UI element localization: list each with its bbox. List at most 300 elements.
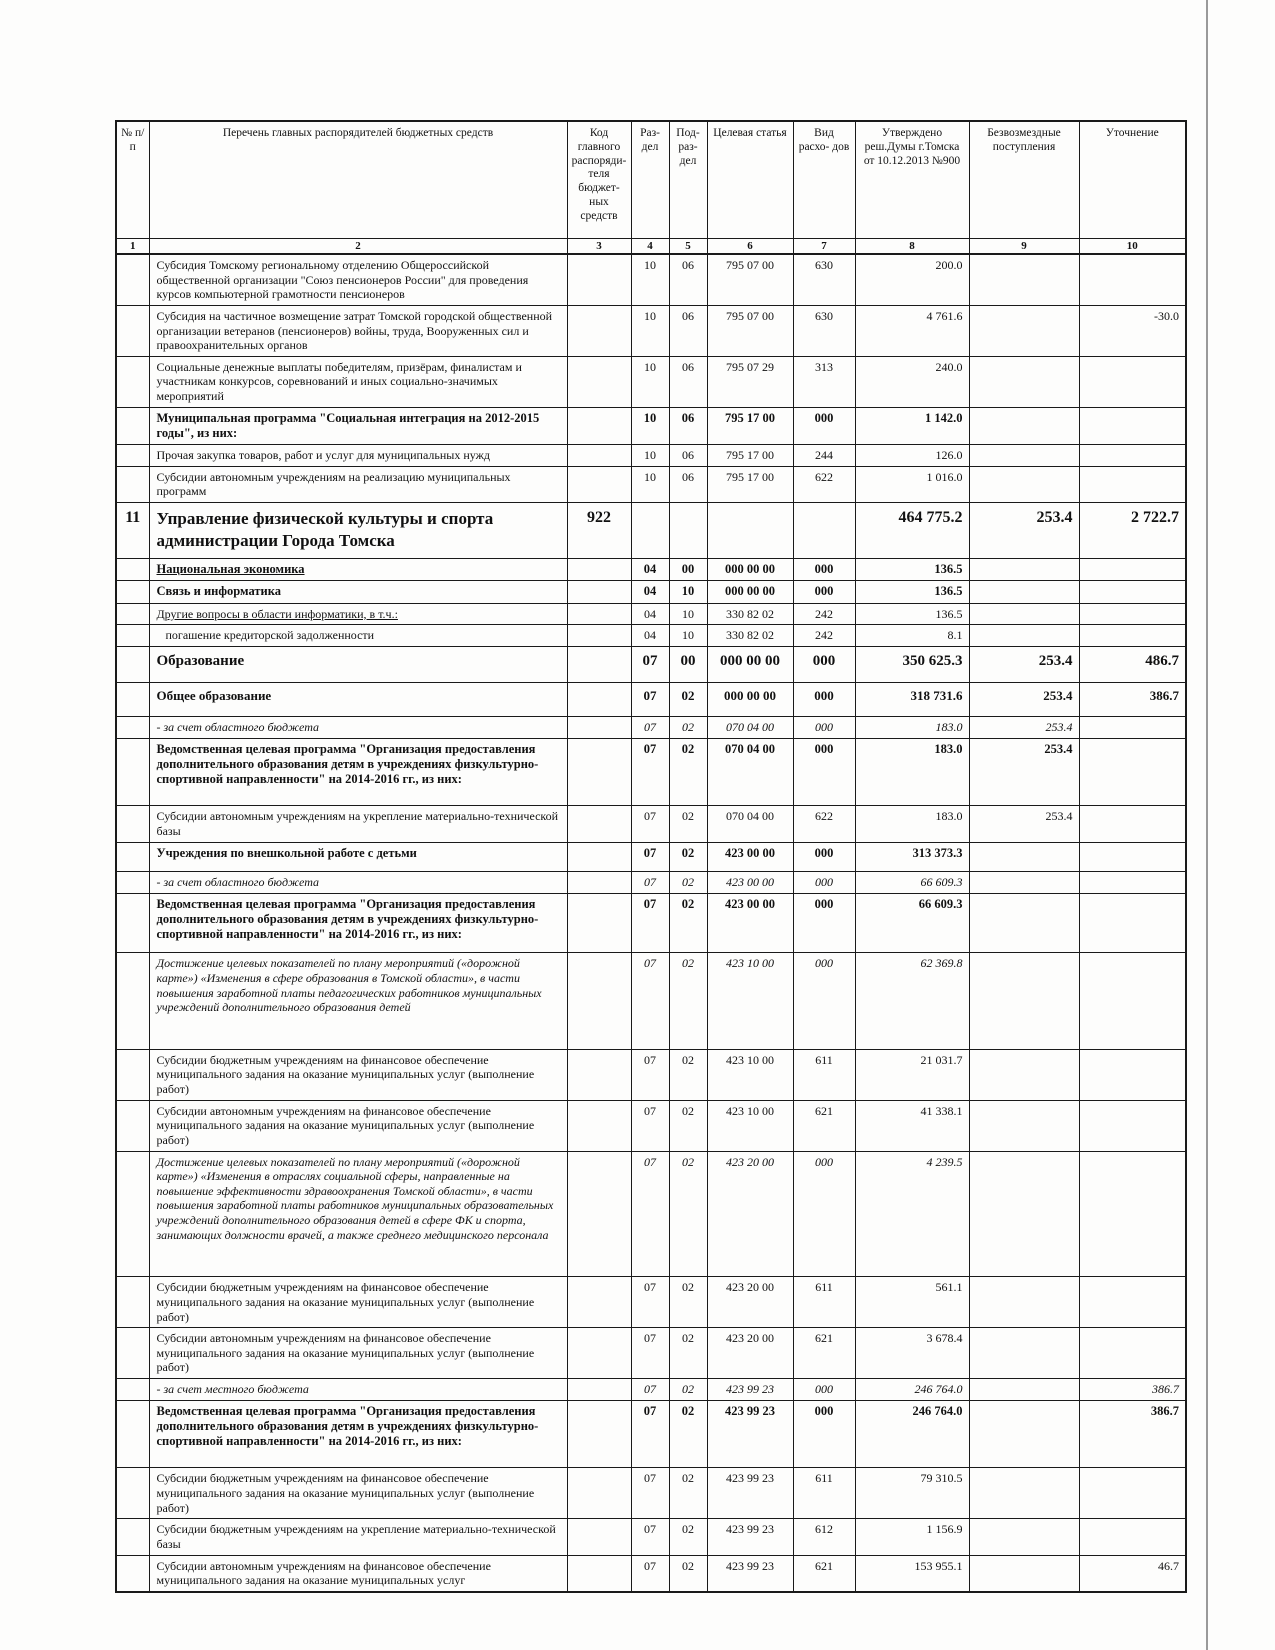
target-article-cell: 423 20 00 (707, 1277, 793, 1328)
row-name-cell: Субсидии автономным учреждениям на финансовое обеспечение муниципального задания на оказание муниципальных услуг (149, 1555, 567, 1592)
target-article-cell: 795 17 00 (707, 407, 793, 445)
approved-amount-cell: 1 142.0 (855, 407, 969, 445)
target-article-cell: 070 04 00 (707, 738, 793, 806)
code-cell (567, 1049, 631, 1100)
expense-type-cell: 000 (793, 717, 855, 739)
target-article-cell: 423 20 00 (707, 1151, 793, 1277)
approved-amount-cell: 21 031.7 (855, 1049, 969, 1100)
table-row (116, 1519, 1186, 1555)
razdel-cell: 07 (631, 717, 669, 739)
approved-amount-cell: 8.1 (855, 625, 969, 647)
podrazdel-cell: 02 (669, 1100, 707, 1151)
target-article-cell: 423 99 23 (707, 1555, 793, 1592)
row-name-cell: Социальные денежные выплаты победителям, призёрам, финалистам и участникам конкурсов, соревнований и иных социально-значимых мероприятий (149, 356, 567, 407)
row-number-cell (116, 717, 149, 739)
razdel-cell: 10 (631, 254, 669, 305)
table-row (116, 683, 1186, 717)
column-number: 1 (116, 239, 149, 255)
row-number-cell (116, 1555, 149, 1592)
adjustment-amount-cell: 46.7 (1079, 1555, 1186, 1592)
expense-type-cell: 630 (793, 305, 855, 356)
code-cell: 922 (567, 503, 631, 559)
row-name-cell: Ведомственная целевая программа "Организация предоставления дополнительного образования детям в учреждениях физкультурно-спортивной направленности" на 2014-2016 гг., из них: (149, 738, 567, 806)
adjustment-amount-cell (1079, 842, 1186, 871)
row-number-cell (116, 1519, 149, 1555)
row-number-cell (116, 625, 149, 647)
razdel-cell: 07 (631, 1555, 669, 1592)
expense-type-cell: 000 (793, 871, 855, 893)
adjustment-amount-cell: -30.0 (1079, 305, 1186, 356)
row-number-cell (116, 683, 149, 717)
podrazdel-cell: 00 (669, 559, 707, 581)
code-cell (567, 445, 631, 467)
row-name-cell: Образование (149, 646, 567, 682)
grants-amount-cell (969, 871, 1079, 893)
grants-amount-cell (969, 953, 1079, 1050)
col-header-grants: Безвозмездные поступления (969, 121, 1079, 239)
column-number: 3 (567, 239, 631, 255)
table-row (116, 1468, 1186, 1519)
adjustment-amount-cell (1079, 445, 1186, 467)
code-cell (567, 625, 631, 647)
razdel-cell: 07 (631, 953, 669, 1050)
column-number: 7 (793, 239, 855, 255)
table-row (116, 1555, 1186, 1592)
row-name-cell: Учреждения по внешкольной работе с детьми (149, 842, 567, 871)
code-cell (567, 1100, 631, 1151)
grants-amount-cell (969, 1379, 1079, 1401)
row-number-cell (116, 254, 149, 305)
row-name-cell: Муниципальная программа "Социальная интеграция на 2012-2015 годы", из них: (149, 407, 567, 445)
target-article-cell: 423 10 00 (707, 953, 793, 1050)
adjustment-amount-cell (1079, 1151, 1186, 1277)
target-article-cell: 795 07 00 (707, 254, 793, 305)
expense-type-cell: 630 (793, 254, 855, 305)
column-number: 9 (969, 239, 1079, 255)
approved-amount-cell: 183.0 (855, 738, 969, 806)
target-article-cell: 000 00 00 (707, 559, 793, 581)
approved-amount-cell: 183.0 (855, 806, 969, 842)
table-row (116, 1400, 1186, 1468)
adjustment-amount-cell (1079, 717, 1186, 739)
approved-amount-cell: 62 369.8 (855, 953, 969, 1050)
row-name-cell: Субсидии автономным учреждениям на финансовое обеспечение муниципального задания на оказание муниципальных услуг (выполнение работ) (149, 1328, 567, 1379)
target-article-cell: 795 17 00 (707, 445, 793, 467)
adjustment-amount-cell (1079, 581, 1186, 603)
row-number-cell (116, 356, 149, 407)
razdel-cell: 07 (631, 1100, 669, 1151)
target-article-cell: 000 00 00 (707, 683, 793, 717)
grants-amount-cell (969, 407, 1079, 445)
grants-amount-cell (969, 1468, 1079, 1519)
code-cell (567, 893, 631, 953)
adjustment-amount-cell (1079, 603, 1186, 625)
approved-amount-cell: 136.5 (855, 603, 969, 625)
row-name-cell: Субсидия Томскому региональному отделению Общероссийской общественной организации "Союз пенсионеров России" для проведения курсов компьютерной грамотности пенсионеров (149, 254, 567, 305)
code-cell (567, 1328, 631, 1379)
row-number-cell (116, 842, 149, 871)
approved-amount-cell: 1 156.9 (855, 1519, 969, 1555)
row-name-cell: Управление физической культуры и спорта администрации Города Томска (149, 503, 567, 559)
budget-table (115, 120, 1187, 1593)
row-name-cell: - за счет местного бюджета (149, 1379, 567, 1401)
adjustment-amount-cell: 386.7 (1079, 1379, 1186, 1401)
row-number-cell (116, 646, 149, 682)
expense-type-cell: 000 (793, 581, 855, 603)
expense-type-cell: 000 (793, 738, 855, 806)
razdel-cell: 10 (631, 305, 669, 356)
row-number-cell (116, 1379, 149, 1401)
expense-type-cell: 000 (793, 1151, 855, 1277)
target-article-cell: 423 00 00 (707, 871, 793, 893)
podrazdel-cell: 02 (669, 1277, 707, 1328)
code-cell (567, 581, 631, 603)
expense-type-cell: 621 (793, 1100, 855, 1151)
razdel-cell: 10 (631, 466, 669, 502)
row-number-cell: 11 (116, 503, 149, 559)
grants-amount-cell (969, 842, 1079, 871)
row-name-cell: Национальная экономика (149, 559, 567, 581)
podrazdel-cell: 02 (669, 871, 707, 893)
adjustment-amount-cell (1079, 1328, 1186, 1379)
code-cell (567, 953, 631, 1050)
target-article-cell: 795 17 00 (707, 466, 793, 502)
expense-type-cell: 000 (793, 1400, 855, 1468)
row-name-cell: Субсидии бюджетным учреждениям на финансовое обеспечение муниципального задания на оказание муниципальных услуг (выполнение работ) (149, 1468, 567, 1519)
adjustment-amount-cell (1079, 1468, 1186, 1519)
target-article-cell: 423 10 00 (707, 1100, 793, 1151)
table-row (116, 305, 1186, 356)
razdel-cell: 10 (631, 445, 669, 467)
table-row (116, 1100, 1186, 1151)
row-number-cell (116, 738, 149, 806)
razdel-cell: 07 (631, 1328, 669, 1379)
podrazdel-cell: 06 (669, 254, 707, 305)
grants-amount-cell (969, 466, 1079, 502)
code-cell (567, 738, 631, 806)
table-row (116, 445, 1186, 467)
target-article-cell (707, 503, 793, 559)
podrazdel-cell: 02 (669, 1555, 707, 1592)
expense-type-cell (793, 503, 855, 559)
col-header-target-article: Целевая статья (707, 121, 793, 239)
target-article-cell: 423 00 00 (707, 842, 793, 871)
expense-type-cell: 612 (793, 1519, 855, 1555)
row-name-cell: Субсидии автономным учреждениям на финансовое обеспечение муниципального задания на оказание муниципальных услуг (выполнение работ) (149, 1100, 567, 1151)
grants-amount-cell (969, 1400, 1079, 1468)
code-cell (567, 646, 631, 682)
col-header-num: № п/п (116, 121, 149, 239)
target-article-cell: 000 00 00 (707, 581, 793, 603)
code-cell (567, 806, 631, 842)
grants-amount-cell: 253.4 (969, 646, 1079, 682)
podrazdel-cell: 10 (669, 625, 707, 647)
table-row (116, 1379, 1186, 1401)
podrazdel-cell: 02 (669, 806, 707, 842)
razdel-cell: 04 (631, 559, 669, 581)
col-header-podrazdel: Под- раз- дел (669, 121, 707, 239)
row-name-cell: Субсидии автономным учреждениям на укрепление материально-технической базы (149, 806, 567, 842)
row-name-cell: - за счет областного бюджета (149, 717, 567, 739)
target-article-cell: 423 20 00 (707, 1328, 793, 1379)
table-row (116, 953, 1186, 1050)
razdel-cell: 07 (631, 1468, 669, 1519)
expense-type-cell: 000 (793, 407, 855, 445)
code-cell (567, 559, 631, 581)
table-row (116, 806, 1186, 842)
row-name-cell: Ведомственная целевая программа "Организация предоставления дополнительного образования детям в учреждениях физкультурно-спортивной направленности" на 2014-2016 гг., из них: (149, 1400, 567, 1468)
approved-amount-cell: 136.5 (855, 559, 969, 581)
razdel-cell: 07 (631, 1379, 669, 1401)
adjustment-amount-cell (1079, 407, 1186, 445)
grants-amount-cell: 253.4 (969, 503, 1079, 559)
col-header-name: Перечень главных распорядителей бюджетных средств (149, 121, 567, 239)
approved-amount-cell: 66 609.3 (855, 893, 969, 953)
podrazdel-cell: 02 (669, 1379, 707, 1401)
razdel-cell: 10 (631, 356, 669, 407)
approved-amount-cell: 126.0 (855, 445, 969, 467)
code-cell (567, 1277, 631, 1328)
table-row (116, 1049, 1186, 1100)
approved-amount-cell: 561.1 (855, 1277, 969, 1328)
expense-type-cell: 621 (793, 1555, 855, 1592)
approved-amount-cell: 313 373.3 (855, 842, 969, 871)
podrazdel-cell: 02 (669, 1468, 707, 1519)
razdel-cell: 07 (631, 806, 669, 842)
row-name-cell: Субсидии бюджетным учреждениям на финансовое обеспечение муниципального задания на оказание муниципальных услуг (выполнение работ) (149, 1049, 567, 1100)
expense-type-cell: 000 (793, 646, 855, 682)
approved-amount-cell: 3 678.4 (855, 1328, 969, 1379)
approved-amount-cell: 246 764.0 (855, 1400, 969, 1468)
podrazdel-cell: 06 (669, 356, 707, 407)
expense-type-cell: 000 (793, 842, 855, 871)
podrazdel-cell: 02 (669, 1151, 707, 1277)
code-cell (567, 356, 631, 407)
table-row (116, 1151, 1186, 1277)
podrazdel-cell: 02 (669, 953, 707, 1050)
row-name-cell: Другие вопросы в области информатики, в т.ч.: (149, 603, 567, 625)
podrazdel-cell: 06 (669, 466, 707, 502)
table-row (116, 625, 1186, 647)
code-cell (567, 1519, 631, 1555)
table-row (116, 1328, 1186, 1379)
razdel-cell: 07 (631, 1277, 669, 1328)
table-row (116, 466, 1186, 502)
podrazdel-cell: 10 (669, 603, 707, 625)
approved-amount-cell: 240.0 (855, 356, 969, 407)
grants-amount-cell (969, 1100, 1079, 1151)
row-name-cell: Достижение целевых показателей по плану мероприятий («дорожной карте») «Изменения в отраслях социальной сферы, направленные на повышение эффективности здравоохранения Томской области», в части повышения заработной платы работников муниципальных образовательных учреждений дополнительного образования детей в сфере ФК и спорта, занимающих должности врачей, а также среднего медицинского персонала (149, 1151, 567, 1277)
grants-amount-cell (969, 1277, 1079, 1328)
row-name-cell: погашение кредиторской задолженности (149, 625, 567, 647)
row-name-cell: Субсидия на частичное возмещение затрат Томской городской общественной организации ветеранов (пенсионеров) войны, труда, Вооруженных сил и правоохранительных органов (149, 305, 567, 356)
adjustment-amount-cell (1079, 871, 1186, 893)
target-article-cell: 330 82 02 (707, 625, 793, 647)
target-article-cell: 423 10 00 (707, 1049, 793, 1100)
approved-amount-cell: 79 310.5 (855, 1468, 969, 1519)
code-cell (567, 683, 631, 717)
razdel-cell: 04 (631, 625, 669, 647)
expense-type-cell: 622 (793, 466, 855, 502)
code-cell (567, 1379, 631, 1401)
grants-amount-cell (969, 581, 1079, 603)
row-number-cell (116, 1468, 149, 1519)
razdel-cell: 10 (631, 407, 669, 445)
approved-amount-cell: 350 625.3 (855, 646, 969, 682)
code-cell (567, 871, 631, 893)
adjustment-amount-cell (1079, 356, 1186, 407)
table-row (116, 893, 1186, 953)
adjustment-amount-cell (1079, 1277, 1186, 1328)
adjustment-amount-cell (1079, 254, 1186, 305)
table-row (116, 646, 1186, 682)
code-cell (567, 407, 631, 445)
adjustment-amount-cell (1079, 1049, 1186, 1100)
grants-amount-cell: 253.4 (969, 683, 1079, 717)
target-article-cell: 000 00 00 (707, 646, 793, 682)
podrazdel-cell: 00 (669, 646, 707, 682)
code-cell (567, 1555, 631, 1592)
column-number: 8 (855, 239, 969, 255)
column-number-row (116, 239, 1186, 255)
grants-amount-cell: 253.4 (969, 806, 1079, 842)
razdel-cell: 07 (631, 646, 669, 682)
row-number-cell (116, 1328, 149, 1379)
target-article-cell: 423 99 23 (707, 1379, 793, 1401)
row-number-cell (116, 953, 149, 1050)
table-row (116, 842, 1186, 871)
expense-type-cell: 611 (793, 1277, 855, 1328)
expense-type-cell: 621 (793, 1328, 855, 1379)
code-cell (567, 1468, 631, 1519)
target-article-cell: 423 99 23 (707, 1400, 793, 1468)
row-name-cell: Связь и информатика (149, 581, 567, 603)
code-cell (567, 603, 631, 625)
row-name-cell: Ведомственная целевая программа "Организация предоставления дополнительного образования детям в учреждениях физкультурно-спортивной направленности" на 2014-2016 гг., из них: (149, 893, 567, 953)
razdel-cell: 07 (631, 1151, 669, 1277)
approved-amount-cell: 246 764.0 (855, 1379, 969, 1401)
row-name-cell: Субсидии бюджетным учреждениям на финансовое обеспечение муниципального задания на оказание муниципальных услуг (выполнение работ) (149, 1277, 567, 1328)
approved-amount-cell: 66 609.3 (855, 871, 969, 893)
row-number-cell (116, 1100, 149, 1151)
expense-type-cell: 244 (793, 445, 855, 467)
target-article-cell: 795 07 29 (707, 356, 793, 407)
expense-type-cell: 000 (793, 1379, 855, 1401)
row-name-cell: Субсидии бюджетным учреждениям на укрепление материально-технической базы (149, 1519, 567, 1555)
adjustment-amount-cell: 386.7 (1079, 1400, 1186, 1468)
adjustment-amount-cell (1079, 1519, 1186, 1555)
approved-amount-cell: 153 955.1 (855, 1555, 969, 1592)
razdel-cell: 07 (631, 738, 669, 806)
grants-amount-cell: 253.4 (969, 717, 1079, 739)
row-name-cell: Достижение целевых показателей по плану мероприятий («дорожной карте») «Изменения в сфере образования в Томской области», в части повышения заработной платы педагогических работников муниципальных учреждений дополнительного образования детей (149, 953, 567, 1050)
row-number-cell (116, 1277, 149, 1328)
razdel-cell: 07 (631, 1400, 669, 1468)
razdel-cell: 07 (631, 1519, 669, 1555)
adjustment-amount-cell (1079, 466, 1186, 502)
expense-type-cell: 313 (793, 356, 855, 407)
row-number-cell (116, 581, 149, 603)
approved-amount-cell: 318 731.6 (855, 683, 969, 717)
podrazdel-cell: 02 (669, 893, 707, 953)
podrazdel-cell: 02 (669, 1519, 707, 1555)
col-header-code: Код главного распоряди- теля бюджет- ных средств (567, 121, 631, 239)
table-row (116, 503, 1186, 559)
approved-amount-cell: 41 338.1 (855, 1100, 969, 1151)
razdel-cell: 04 (631, 581, 669, 603)
row-name-cell: - за счет областного бюджета (149, 871, 567, 893)
approved-amount-cell: 464 775.2 (855, 503, 969, 559)
expense-type-cell: 242 (793, 625, 855, 647)
target-article-cell: 795 07 00 (707, 305, 793, 356)
grants-amount-cell (969, 356, 1079, 407)
podrazdel-cell: 02 (669, 1328, 707, 1379)
approved-amount-cell: 136.5 (855, 581, 969, 603)
razdel-cell: 07 (631, 871, 669, 893)
grants-amount-cell (969, 603, 1079, 625)
podrazdel-cell: 10 (669, 581, 707, 603)
row-number-cell (116, 466, 149, 502)
table-row (116, 254, 1186, 305)
grants-amount-cell: 253.4 (969, 738, 1079, 806)
header-row (116, 121, 1186, 239)
grants-amount-cell (969, 445, 1079, 467)
target-article-cell: 330 82 02 (707, 603, 793, 625)
row-number-cell (116, 445, 149, 467)
row-name-cell: Субсидии автономным учреждениям на реализацию муниципальных программ (149, 466, 567, 502)
grants-amount-cell (969, 1328, 1079, 1379)
row-number-cell (116, 1151, 149, 1277)
adjustment-amount-cell (1079, 1100, 1186, 1151)
row-number-cell (116, 806, 149, 842)
adjustment-amount-cell: 386.7 (1079, 683, 1186, 717)
row-number-cell (116, 407, 149, 445)
target-article-cell: 423 99 23 (707, 1468, 793, 1519)
expense-type-cell: 000 (793, 893, 855, 953)
grants-amount-cell (969, 893, 1079, 953)
adjustment-amount-cell (1079, 738, 1186, 806)
table-row (116, 871, 1186, 893)
table-row (116, 738, 1186, 806)
grants-amount-cell (969, 305, 1079, 356)
table-header (116, 121, 1186, 254)
grants-amount-cell (969, 1049, 1079, 1100)
expense-type-cell: 000 (793, 559, 855, 581)
adjustment-amount-cell (1079, 806, 1186, 842)
row-name-cell: Общее образование (149, 683, 567, 717)
grants-amount-cell (969, 1519, 1079, 1555)
expense-type-cell: 000 (793, 953, 855, 1050)
code-cell (567, 305, 631, 356)
podrazdel-cell: 02 (669, 1049, 707, 1100)
target-article-cell: 070 04 00 (707, 717, 793, 739)
scan-page-edge-line (1206, 0, 1208, 1650)
grants-amount-cell (969, 1555, 1079, 1592)
podrazdel-cell: 02 (669, 738, 707, 806)
razdel-cell: 04 (631, 603, 669, 625)
col-header-approved: Утверждено реш.Думы г.Томска от 10.12.2013 №900 (855, 121, 969, 239)
podrazdel-cell: 02 (669, 717, 707, 739)
podrazdel-cell: 06 (669, 305, 707, 356)
code-cell (567, 254, 631, 305)
target-article-cell: 423 00 00 (707, 893, 793, 953)
approved-amount-cell: 4 761.6 (855, 305, 969, 356)
row-name-cell: Прочая закупка товаров, работ и услуг для муниципальных нужд (149, 445, 567, 467)
approved-amount-cell: 1 016.0 (855, 466, 969, 502)
row-number-cell (116, 871, 149, 893)
adjustment-amount-cell (1079, 559, 1186, 581)
col-header-adjustment: Уточнение (1079, 121, 1186, 239)
